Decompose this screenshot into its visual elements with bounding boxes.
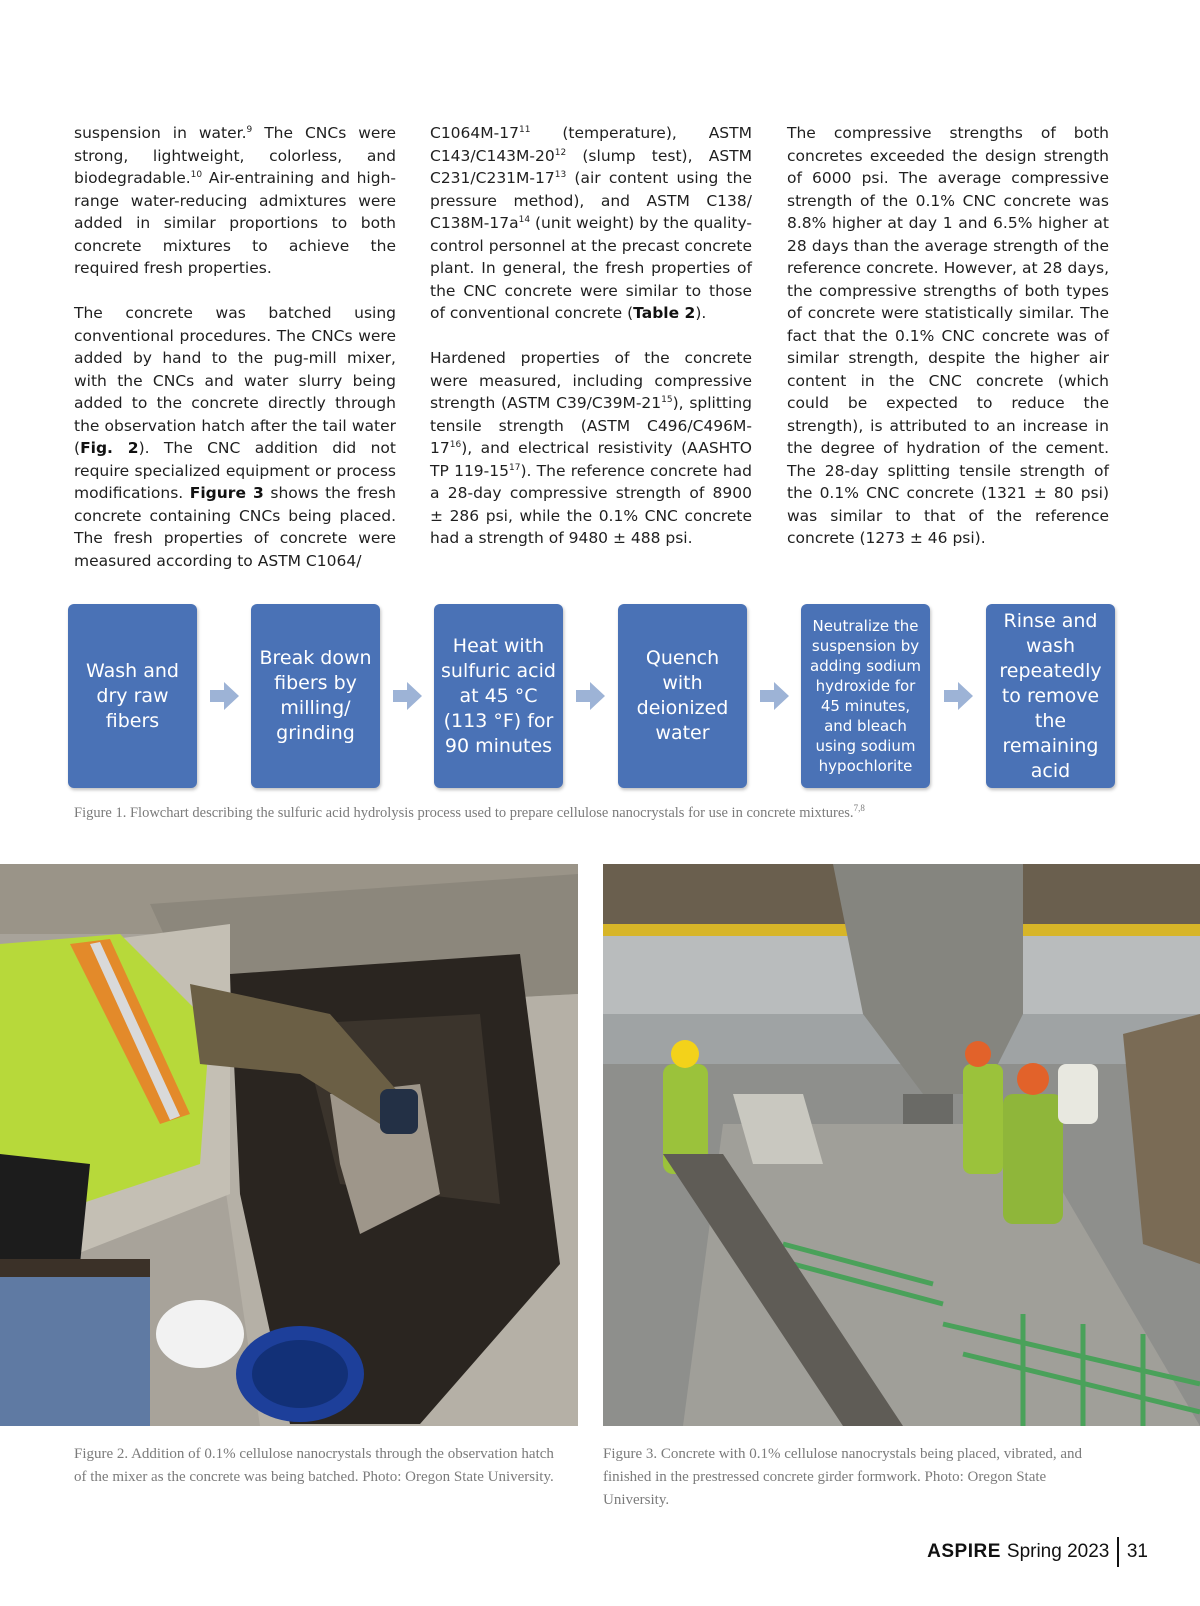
reference-superscript: 13: [554, 169, 567, 180]
flow-step-2: [251, 604, 380, 788]
text-column-2: [430, 122, 752, 572]
text-run: (slump test), ASTM C231/C231M-17: [430, 146, 752, 187]
page-footer: [927, 1537, 1148, 1567]
flowchart: [68, 604, 1116, 788]
col1-paragraph-1: [74, 122, 396, 280]
col1-paragraph-2: [74, 302, 396, 572]
flow-step-1: [68, 604, 197, 788]
reference-superscript: 11: [518, 124, 531, 135]
arrow-right-icon: [760, 681, 790, 711]
reference-superscript: 17: [508, 462, 521, 473]
text-run: Hardened properties of the concrete were measured, including compressive strength (ASTM C39/C39M-21: [430, 349, 752, 412]
text-run: Air-entraining and high-range water-reducing admixtures were added in similar proportions to both concrete mixtures to achieve the required fresh properties.: [74, 169, 396, 277]
caption-text: Figure 1. Flowchart describing the sulfuric acid hydrolysis process used to prepare cellulose nanocrystals for use in concrete mixtures.: [74, 805, 854, 821]
reference-superscript: 16: [449, 439, 462, 450]
flow-step-label: Wash and dry raw fibers: [86, 659, 179, 732]
reference-superscript: 7,8: [853, 803, 865, 814]
magazine-brand: ASPIRE: [927, 1541, 1001, 1562]
text-run: suspension in water.: [74, 124, 247, 142]
flow-step-3: [434, 604, 563, 788]
text-run: The CNCs were strong, lightweight, colorless, and biodegradable.: [74, 124, 396, 187]
col2-paragraph-1: [430, 122, 752, 325]
text-run: ).: [695, 304, 707, 322]
arrow-right-icon: [393, 681, 423, 711]
text-run: ), splitting tensile strength (ASTM C496/C496M-17: [430, 394, 752, 457]
text-run: ), and electrical resistivity (AASHTO TP 119-15: [430, 439, 752, 480]
figure-2-photo: [0, 864, 578, 1426]
flow-step-label: Quench with deionized water: [636, 647, 729, 744]
col2-paragraph-2: [430, 347, 752, 550]
figure-3-reference: Figure 3: [189, 484, 264, 502]
flow-step-label: Break down fibers by milling/ grinding: [259, 647, 372, 744]
text-column-1: [74, 122, 396, 595]
footer-divider: [1117, 1537, 1119, 1567]
reference-superscript: 12: [554, 147, 567, 158]
figure-3-caption: Figure 3. Concrete with 0.1% cellulose nanocrystals being placed, vibrated, and finished in the prestressed concrete girder formwork. Photo: Oregon State University.: [603, 1446, 1083, 1508]
reference-superscript: 15: [661, 394, 673, 405]
flow-step-label: Heat with sulfuric acid at 45 °C (113 °F) for 90 minutes: [441, 634, 556, 757]
text-run: The concrete was batched using conventional procedures. The CNCs were added by hand to the pug-mill mixer, with the CNCs and water slurry being added to the concrete directly through the observation hatch after the tail water (: [74, 304, 396, 457]
flow-step-label: Rinse and wash repeatedly to remove the remaining acid: [999, 609, 1102, 782]
table-2-reference: Table 2: [633, 304, 696, 322]
flow-step-5: [801, 604, 930, 788]
arrow-right-icon: [210, 681, 240, 711]
flow-step-label: Neutralize the suspension by adding sodium hydroxide for 45 minutes, and bleach using sodium hypochlorite: [810, 617, 921, 775]
page-number: 31: [1126, 1541, 1148, 1562]
text-run: (air content using the pressure method), and ASTM C138/ C138M-17a: [430, 169, 752, 232]
reference-superscript: 9: [246, 124, 253, 135]
figure-2-reference: Fig. 2: [80, 439, 139, 457]
arrow-right-icon: [576, 681, 606, 711]
text-run: (temperature), ASTM C143/C143M-20: [430, 124, 752, 165]
col3-paragraph-1: The compressive strengths of both concretes exceeded the design strength of 6000 psi. The average compressive strength of the 0.1% CNC concrete was 8.8% higher at day 1 and 6.5% higher at 28 days than the average strength of the reference concrete. However, at 28 days, the compressive strengths of both types of concrete were statistically similar. The fact that the 0.1% CNC concrete was of similar strength, despite the higher air content in the CNC concrete (which could be expected to reduce the strength), is attributed to an increase in the degree of hydration of the cement. The 28-day splitting tensile strength of the 0.1% CNC concrete (1321 ± 80 psi) was similar to that of the reference concrete (1273 ± 46 psi).: [787, 124, 1109, 547]
flow-step-6: [986, 604, 1115, 788]
text-run: C1064M-17: [430, 124, 519, 142]
figure-2-caption: Figure 2. Addition of 0.1% cellulose nanocrystals through the observation hatch of the mixer as the concrete was being batched. Photo: Oregon State University.: [74, 1446, 554, 1485]
text-run: shows the fresh concrete containing CNCs being placed. The fresh properties of concrete were measured according to ASTM C1064/: [74, 484, 396, 570]
text-run: ). The CNC addition did not require specialized equipment or process modifications.: [74, 439, 396, 502]
figure-3-photo: [603, 864, 1200, 1426]
flow-step-4: [618, 604, 747, 788]
text-run: ). The reference concrete had a 28-day compressive strength of 8900 ± 286 psi, while the 0.1% CNC concrete had a strength of 9480 ± 488 psi.: [430, 461, 752, 547]
text-column-3: [787, 122, 1109, 572]
reference-superscript: 10: [190, 169, 203, 180]
issue-season: Spring 2023: [1006, 1541, 1110, 1562]
figure-1-caption: [74, 802, 1134, 825]
arrow-right-icon: [944, 681, 974, 711]
text-run: (unit weight) by the quality-control personnel at the precast concrete plant. In general, the fresh properties of the CNC concrete were similar to those of conventional concrete (: [430, 214, 752, 322]
reference-superscript: 14: [518, 214, 531, 225]
